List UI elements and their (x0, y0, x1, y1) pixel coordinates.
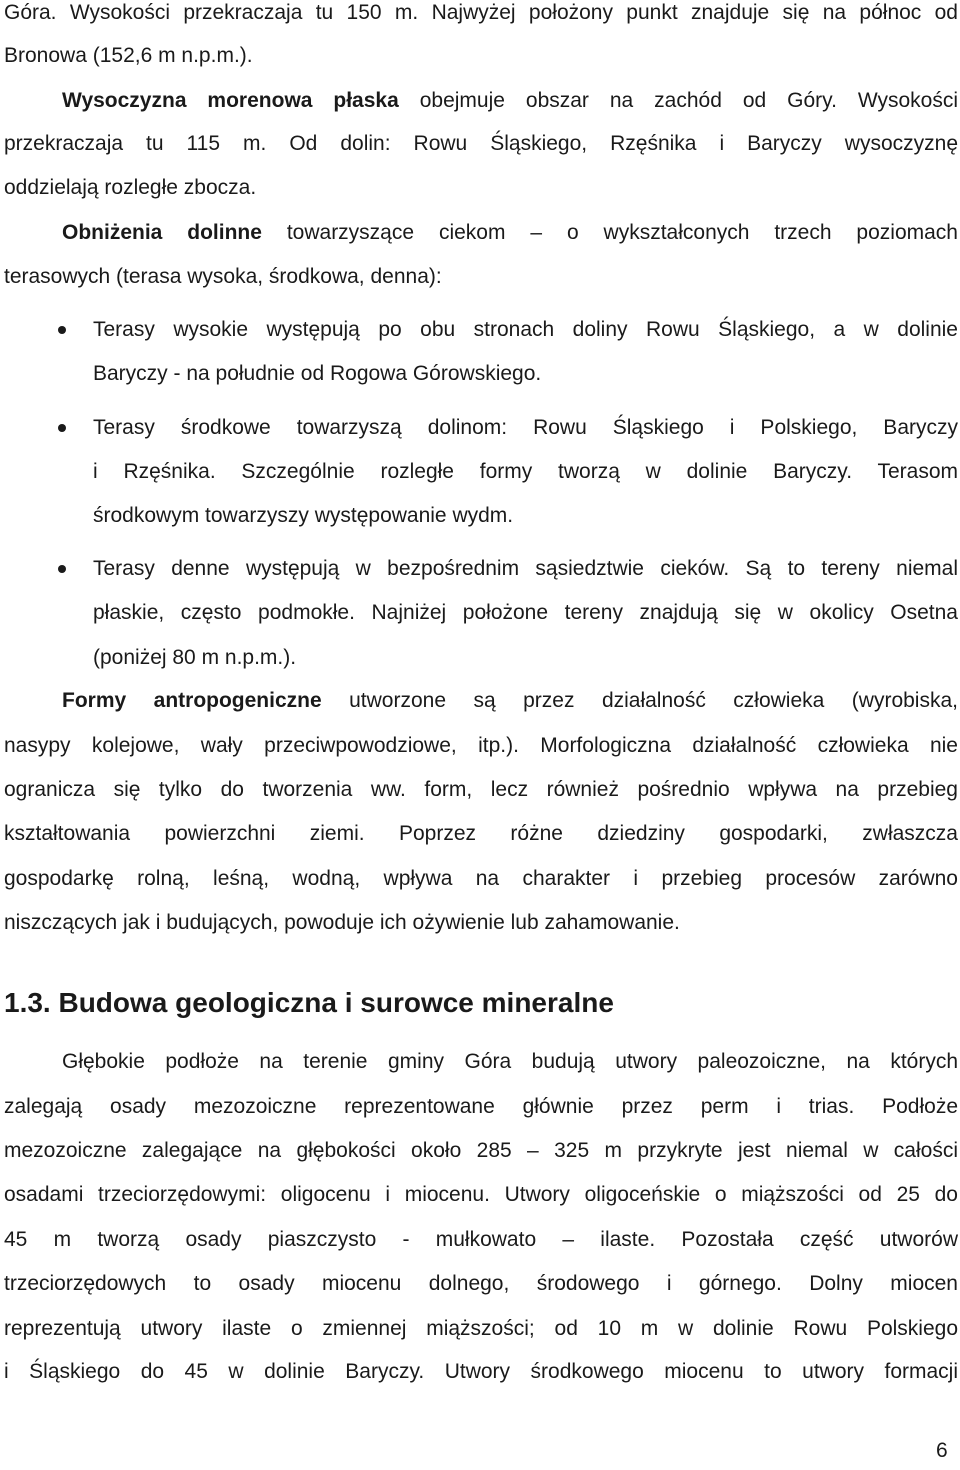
paragraph-line: oddzielają rozległe zbocza. (4, 176, 257, 199)
paragraph-line: zalegają osady mezozoiczne reprezentowane głównie przez perm i trias. Podłoże (4, 1095, 958, 1118)
paragraph-line: nasypy kolejowe, wały przeciwpowodziowe, itp.). Morfologiczna działalność człowieka nie (4, 734, 958, 757)
paragraph-text: utworzone są przez działalność człowieka (wyrobiska, (321, 689, 958, 712)
bullet-icon (58, 565, 66, 573)
paragraph-line: kształtowania powierzchni ziemi. Poprzez różne dziedziny gospodarki, zwłaszcza (4, 822, 958, 845)
paragraph-line: mezozoiczne zalegające na głębokości około 285 – 325 m przykryte jest niemal w całości (4, 1139, 958, 1162)
bold-term: Wysoczyzna morenowa płaska (62, 89, 399, 112)
paragraph-line: przekraczaja tu 115 m. Od dolin: Rowu Śląskiego, Rzęśnika i Baryczy wysoczyznę (4, 132, 958, 155)
paragraph-line: Bronowa (152,6 m n.p.m.). (4, 44, 253, 67)
paragraph-line: ogranicza się tylko do tworzenia ww. form, lecz również pośrednio wpływa na przebieg (4, 778, 958, 801)
list-item-line: Terasy denne występują w bezpośrednim sąsiedztwie cieków. Są to tereny niemal (93, 557, 958, 580)
paragraph-line: i Śląskiego do 45 w dolinie Baryczy. Utwory środkowego miocenu to utwory formacji (4, 1360, 958, 1383)
list-item-line: Baryczy - na południe od Rogowa Górowskiego. (93, 362, 542, 385)
paragraph-line: reprezentują utwory ilaste o zmiennej miąższości; od 10 m w dolinie Rowu Polskiego (4, 1317, 958, 1340)
list-item-line: środkowym towarzyszy występowanie wydm. (93, 504, 514, 527)
paragraph-line: trzeciorzędowych to osady miocenu dolnego, środowego i górnego. Dolny miocen (4, 1272, 958, 1295)
paragraph-line (62, 220, 958, 246)
paragraph-line: gospodarkę rolną, leśną, wodną, wpływa na charakter i przebieg procesów zarówno (4, 867, 958, 890)
paragraph-line: niszczących jak i budujących, powoduje ich ożywienie lub zahamowanie. (4, 911, 680, 934)
page-number: 6 (936, 1439, 948, 1462)
paragraph-line: terasowych (terasa wysoka, środkowa, denna): (4, 265, 442, 288)
paragraph-line: Głębokie podłoże na terenie gminy Góra budują utwory paleozoiczne, na których (62, 1050, 958, 1073)
list-item-line: płaskie, często podmokłe. Najniżej położone tereny znajdują się w okolicy Osetna (93, 601, 958, 624)
bold-term: Obniżenia dolinne (62, 221, 262, 244)
list-item-line: Terasy środkowe towarzyszą dolinom: Rowu Śląskiego i Polskiego, Baryczy (93, 416, 958, 439)
list-item-line: Terasy wysokie występują po obu stronach doliny Rowu Śląskiego, a w dolinie (93, 318, 958, 341)
paragraph-line (62, 88, 958, 114)
list-item-line: (poniżej 80 m n.p.m.). (93, 646, 297, 669)
paragraph-line: osadami trzeciorzędowymi: oligocenu i miocenu. Utwory oligoceńskie o miąższości od 25 do (4, 1183, 958, 1206)
list-item-line: i Rzęśnika. Szczególnie rozległe formy tworzą w dolinie Baryczy. Terasom (93, 460, 958, 483)
section-heading: 1.3. Budowa geologiczna i surowce mineralne (4, 987, 614, 1018)
paragraph-line: 45 m tworzą osady piaszczysto - mułkowato – ilaste. Pozostała część utworów (4, 1228, 958, 1251)
paragraph-text: towarzyszące ciekom – o wykształconych trzech poziomach (261, 221, 958, 244)
bullet-icon (58, 326, 66, 334)
bold-term: Formy antropogeniczne (62, 689, 322, 712)
paragraph-line: Góra. Wysokości przekraczaja tu 150 m. Najwyżej położony punkt znajduje się na północ od (4, 1, 958, 24)
paragraph-line (62, 688, 958, 714)
bullet-icon (58, 424, 66, 432)
paragraph-text: obejmuje obszar na zachód od Góry. Wysokości (398, 89, 959, 112)
